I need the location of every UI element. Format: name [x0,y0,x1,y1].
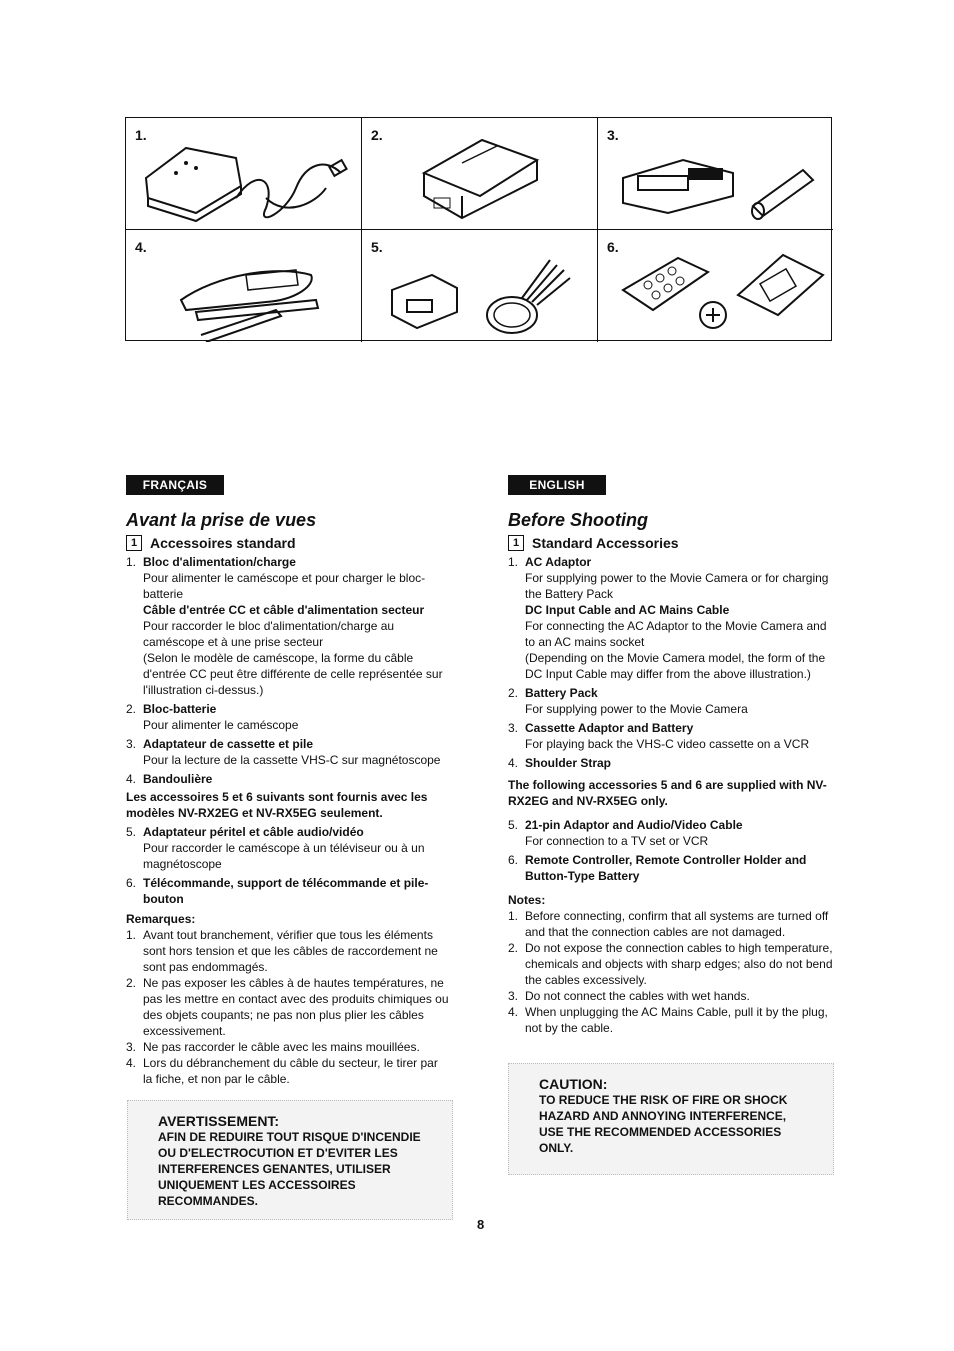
list-item [508,554,833,682]
note-number: 1. [508,909,519,923]
item-title: Battery Pack [525,686,598,700]
note-text: Do not expose the connection cables to high temperature, chemicals and objects with sharp edges; also do not bend the cables excessively. [525,941,833,987]
note-item [126,975,450,1039]
caution-box-en [508,1063,834,1175]
section-heading [126,535,450,551]
item-title: Adaptateur de cassette et pile [143,737,314,751]
item-desc: Pour alimenter le caméscope [143,718,299,732]
adaptor-and-av-cable-illustration [362,230,598,342]
shoulder-strap-illustration [126,230,362,342]
item-sub-desc: Pour raccorder le bloc d'alimentation/charge au caméscope et à une prise secteur [143,619,395,649]
item-title: Bandoulière [143,772,213,786]
panel-4 [126,230,362,342]
caution-title: CAUTION: [539,1076,608,1092]
note-text: Ne pas exposer les câbles à de hautes températures, ne pas les mettre en contact avec des produits chimiques ou des objets coupants; ne pas non plus plier les câbles excessivement. [143,976,449,1038]
note-number: 2. [126,976,137,990]
panel-5 [362,230,598,342]
item-note: (Depending on the Movie Camera model, the form of the DC Input Cable may differ from the above illustration.) [525,651,826,681]
item-title: Cassette Adaptor and Battery [525,721,694,735]
panel-2 [362,118,598,230]
note-item [508,1004,833,1036]
item-desc: For supplying power to the Movie Camera or for charging the Battery Pack [525,571,829,601]
note-number: 2. [508,941,519,955]
item-title: Bloc-batterie [143,702,217,716]
note-item [508,988,833,1004]
page-title: Before Shooting [508,510,648,530]
warning-box-fr [127,1100,453,1220]
item-desc: Pour raccorder le caméscope à un téléviseur ou à un magnétoscope [143,841,425,871]
accessories-figure [125,117,832,341]
section-title: Accessoires standard [150,535,296,551]
panel-3 [598,118,833,230]
item-number: 6. [508,853,519,867]
list-item [508,685,833,717]
item-sub-desc: For connecting the AC Adaptor to the Movie Camera and to an AC mains socket [525,619,827,649]
list-item [126,771,450,787]
item-number: 3. [508,721,519,735]
french-column [126,475,450,1087]
note-number: 4. [508,1005,519,1019]
list-item [508,720,833,752]
note-text: Do not connect the cables with wet hands. [525,989,750,1003]
language-label: FRANÇAIS [126,475,224,495]
supplied-note: The following accessories 5 and 6 are supplied with NV-RX2EG and NV-RX5EG only. [508,778,827,808]
item-desc: Pour la lecture de la cassette VHS-C sur magnétoscope [143,753,441,767]
notes-title: Remarques: [126,912,196,926]
item-title: Bloc d'alimentation/charge [143,555,296,569]
panel-number: 2. [371,127,383,143]
note-item [126,1055,450,1087]
item-note: (Selon le modèle de caméscope, la forme du câble d'entrée CC peut être différente de celle représentée sur l'illustration ci-dessus.) [143,651,443,697]
list-item [508,852,833,884]
page-number: 8 [477,1217,485,1232]
item-title: Shoulder Strap [525,756,612,770]
battery-pack-illustration [362,118,598,230]
english-column [508,475,833,1036]
warning-title: AVERTISSEMENT: [158,1113,280,1129]
item-desc: For connection to a TV set or VCR [525,834,709,848]
section-heading [508,535,833,551]
item-number: 5. [126,825,137,839]
page-title: Avant la prise de vues [126,510,317,530]
remote-controller-holder-battery-illustration [598,230,833,342]
language-label: ENGLISH [508,475,606,495]
caution-text: TO REDUCE THE RISK OF FIRE OR SHOCK HAZARD AND ANNOYING INTERFERENCE, USE THE RECOMMENDED ACCESSORIES ONLY. [539,1093,788,1155]
note-number: 4. [126,1056,137,1070]
ac-adaptor-and-cables-illustration [126,118,362,230]
item-title: Télécommande, support de télécommande et pile-bouton [143,876,429,906]
item-number: 1. [126,555,137,569]
item-number: 4. [508,756,519,770]
note-text: Avant tout branchement, vérifier que tous les éléments sont hors tension et que les câbles de raccordement ne sont pas endommagés. [143,928,438,974]
item-title: Adaptateur péritel et câble audio/vidéo [143,825,364,839]
list-item [126,824,450,872]
warning-text: AFIN DE REDUIRE TOUT RISQUE D'INCENDIE OU D'ELECTROCUTION ET D'EVITER LES INTERFERENCES GENANTES, UTILISER UNIQUEMENT LES ACCESSOIRES RECOMMANDES. [158,1130,421,1208]
item-number: 2. [508,686,519,700]
item-title: 21-pin Adaptor and Audio/Video Cable [525,818,743,832]
note-text: Lors du débranchement du câble du secteur, le tirer par la fiche, et non par le câble. [143,1056,438,1086]
list-item [508,755,833,771]
item-subtitle: Câble d'entrée CC et câble d'alimentation secteur [143,603,425,617]
note-number: 3. [508,989,519,1003]
item-number: 4. [126,772,137,786]
list-item [126,554,450,698]
item-number: 2. [126,702,137,716]
notes-title: Notes: [508,893,546,907]
panel-number: 5. [371,239,383,255]
panel-number: 6. [607,239,619,255]
item-title: AC Adaptor [525,555,592,569]
item-desc: For playing back the VHS-C video cassette on a VCR [525,737,810,751]
note-number: 3. [126,1040,137,1054]
item-number: 6. [126,876,137,890]
list-item [126,736,450,768]
note-text: Before connecting, confirm that all systems are turned off and that the connection cables are not damaged. [525,909,829,939]
list-item [126,701,450,733]
item-number: 5. [508,818,519,832]
section-title: Standard Accessories [532,535,679,551]
note-text: Ne pas raccorder le câble avec les mains mouillées. [143,1040,420,1054]
item-number: 1. [508,555,519,569]
item-desc: For supplying power to the Movie Camera [525,702,748,716]
section-number: 1 [126,535,142,551]
note-item [126,1039,450,1055]
panel-number: 1. [135,127,147,143]
note-text: When unplugging the AC Mains Cable, pull it by the plug, not by the cable. [525,1005,828,1035]
item-desc: Pour alimenter le caméscope et pour charger le bloc-batterie [143,571,426,601]
panel-number: 4. [135,239,147,255]
note-item [508,940,833,988]
supplied-note: Les accessoires 5 et 6 suivants sont fournis avec les modèles NV-RX2EG et NV-RX5EG seulement. [126,790,428,820]
panel-6 [598,230,833,342]
list-item [126,875,450,907]
panel-1 [126,118,362,230]
note-item [126,927,450,975]
note-item [508,908,833,940]
item-title: Remote Controller, Remote Controller Holder and Button-Type Battery [525,853,807,883]
item-number: 3. [126,737,137,751]
note-number: 1. [126,928,137,942]
panel-number: 3. [607,127,619,143]
cassette-adaptor-and-battery-illustration [598,118,833,230]
list-item [508,817,833,849]
section-number: 1 [508,535,524,551]
item-subtitle: DC Input Cable and AC Mains Cable [525,603,730,617]
